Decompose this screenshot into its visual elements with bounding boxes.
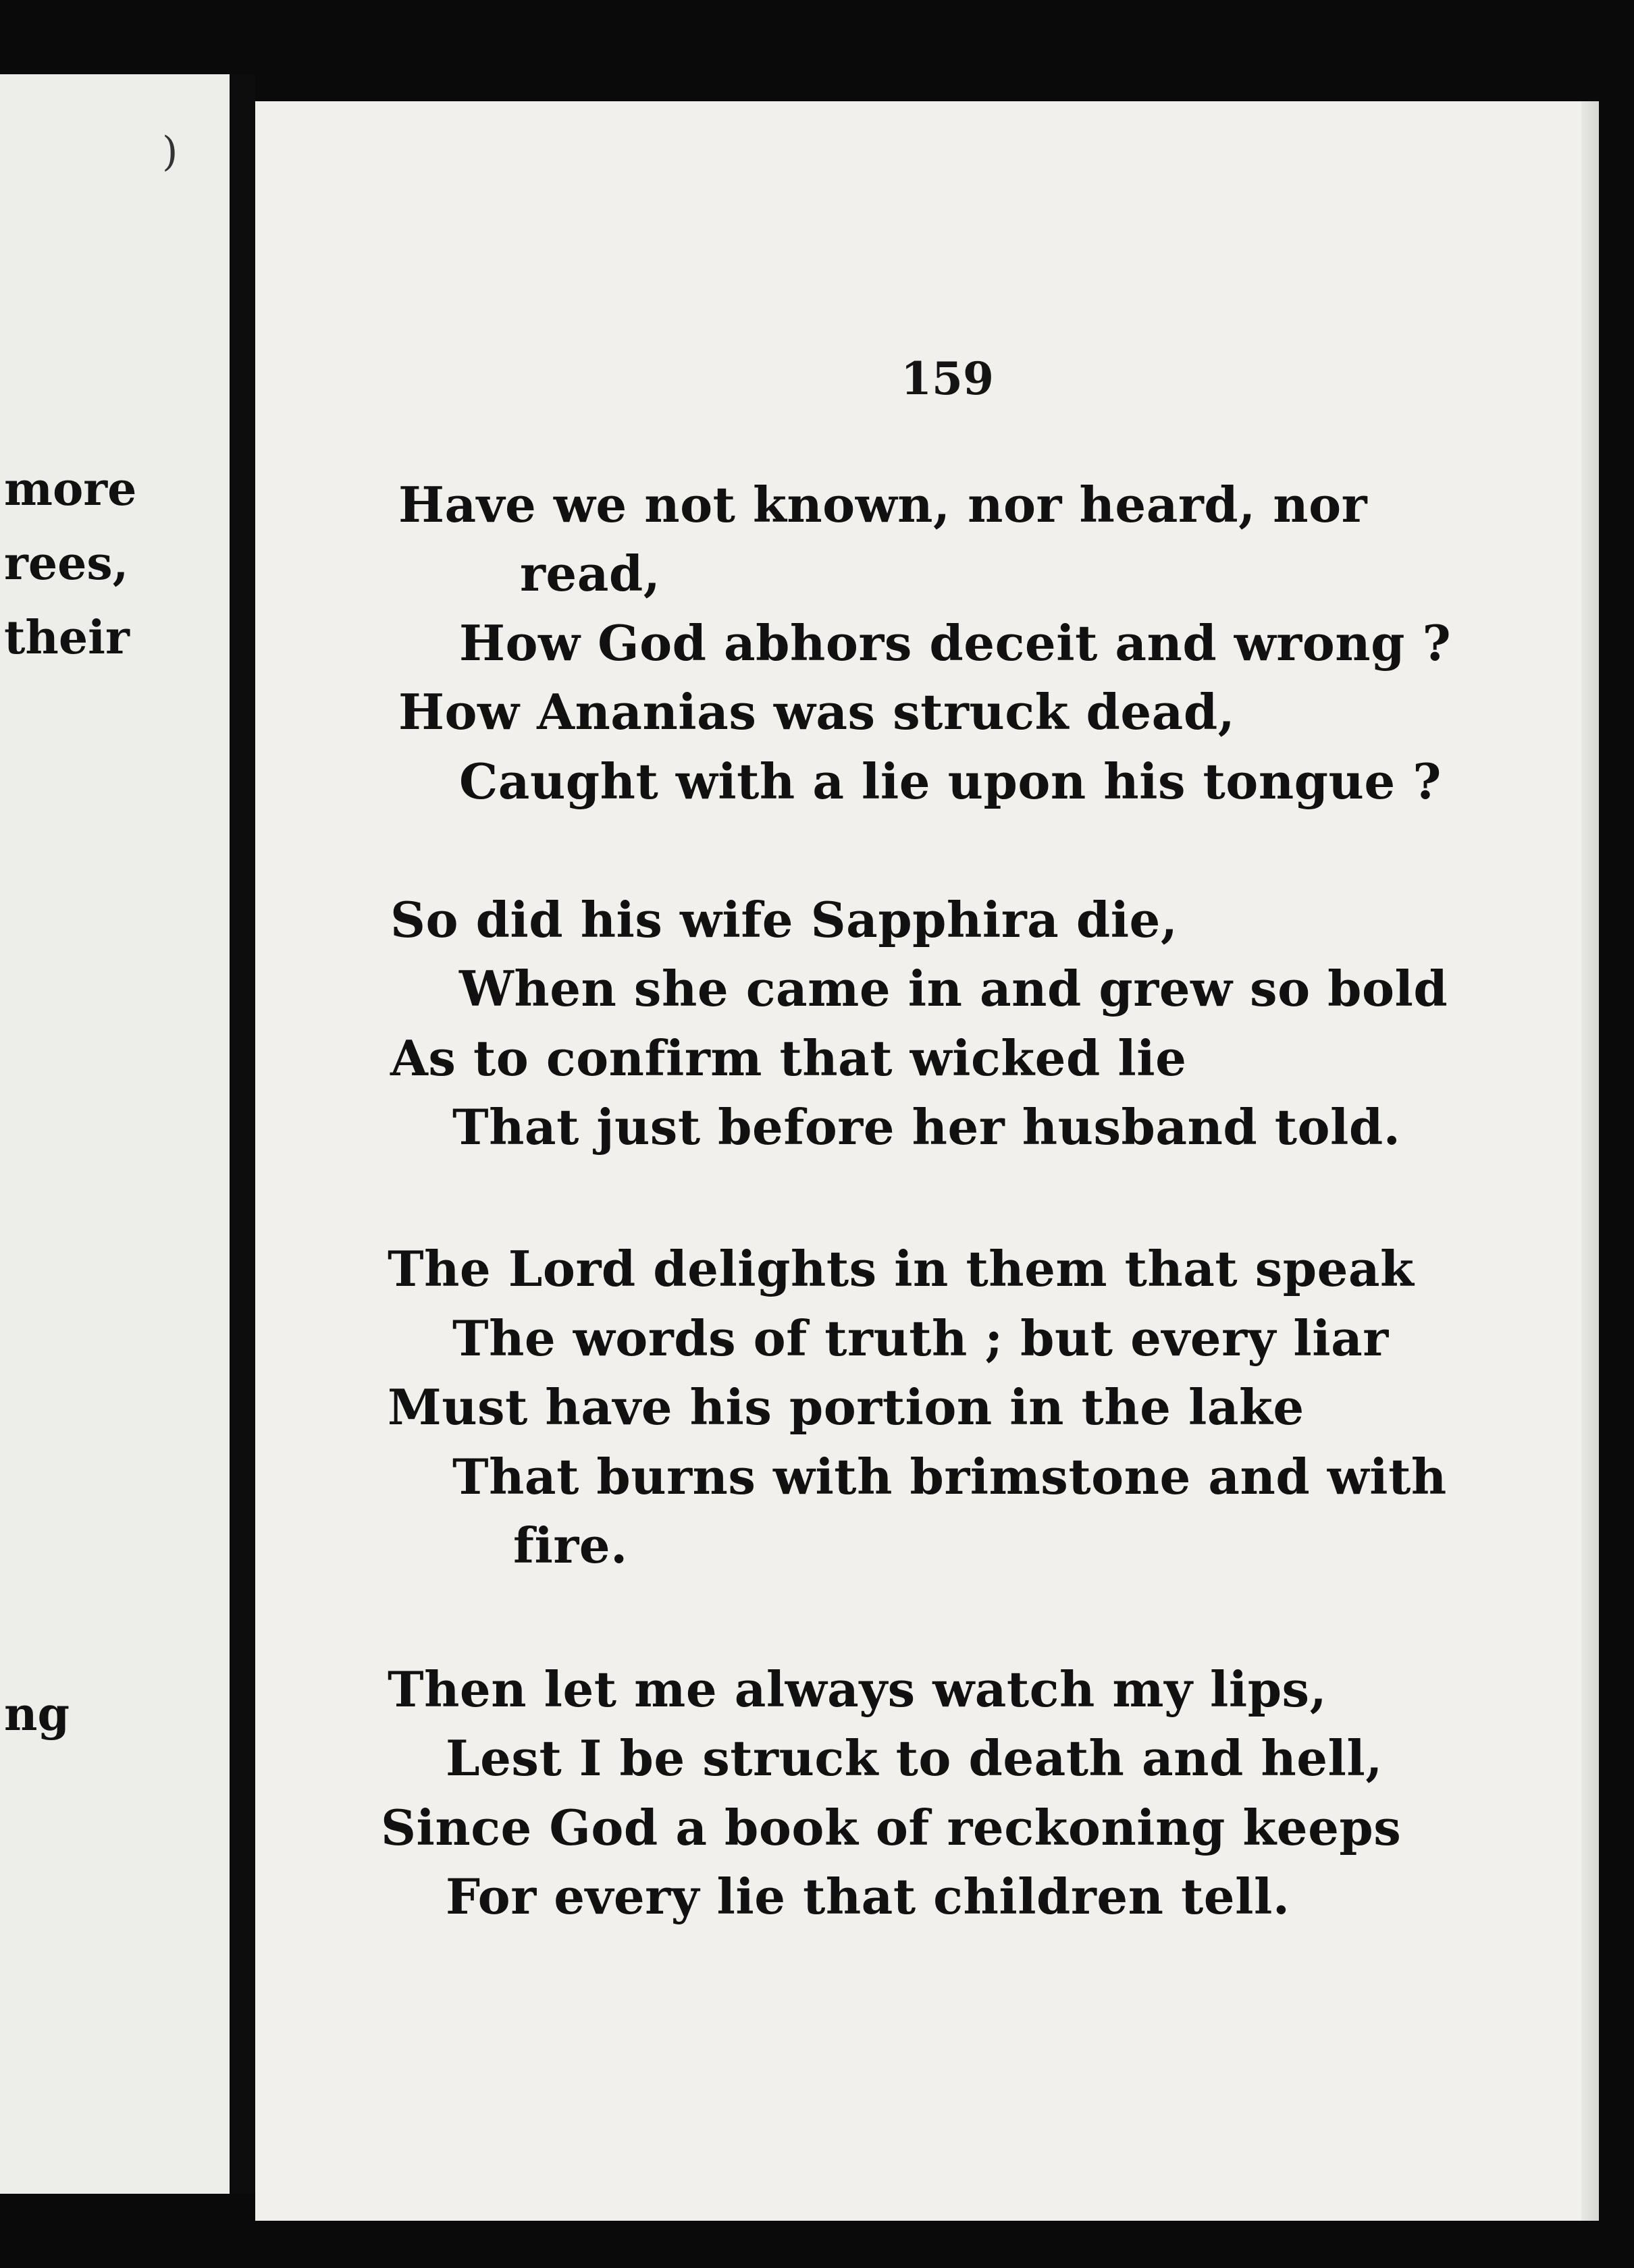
poem-line: read, [520, 545, 661, 602]
poem-line: When she came in and grew so bold [459, 960, 1448, 1017]
facing-page [0, 74, 230, 2194]
poem-line: That burns with brimstone and with [452, 1448, 1447, 1505]
poem-line: How God abhors deceit and wrong ? [459, 614, 1452, 672]
facing-page-paren: ) [162, 128, 178, 176]
poem-line: The Lord delights in them that speak [388, 1240, 1415, 1297]
page-number: 159 [901, 352, 994, 405]
facing-page-fragment: ng [4, 1688, 70, 1742]
poem-line: Then let me always watch my lips, [388, 1660, 1327, 1718]
poem-line: Must have his portion in the lake [388, 1378, 1304, 1436]
poem-line: Have we not known, nor heard, nor [398, 476, 1368, 533]
facing-page-fragment: rees, [4, 537, 129, 591]
poem-line: As to confirm that wicked lie [390, 1029, 1187, 1087]
facing-page-fragment: their [4, 611, 130, 665]
poem-line: Caught with a lie upon his tongue ? [459, 753, 1442, 810]
book-gutter [230, 74, 255, 2194]
poem-line: So did his wife Sapphira die, [390, 891, 1178, 948]
book-page [255, 101, 1599, 2221]
poem-line: Lest I be struck to death and hell, [446, 1729, 1383, 1787]
poem-line: How Ananias was struck dead, [398, 683, 1236, 740]
poem-line: Since God a book of reckoning keeps [381, 1799, 1402, 1856]
poem-line: The words of truth ; but every liar [452, 1310, 1389, 1367]
poem-line: That just before her husband told. [452, 1098, 1401, 1156]
poem-line: fire. [513, 1517, 628, 1574]
poem [255, 101, 1599, 2221]
poem-line: For every lie that children tell. [446, 1868, 1290, 1925]
facing-page-fragment: more [4, 462, 137, 516]
